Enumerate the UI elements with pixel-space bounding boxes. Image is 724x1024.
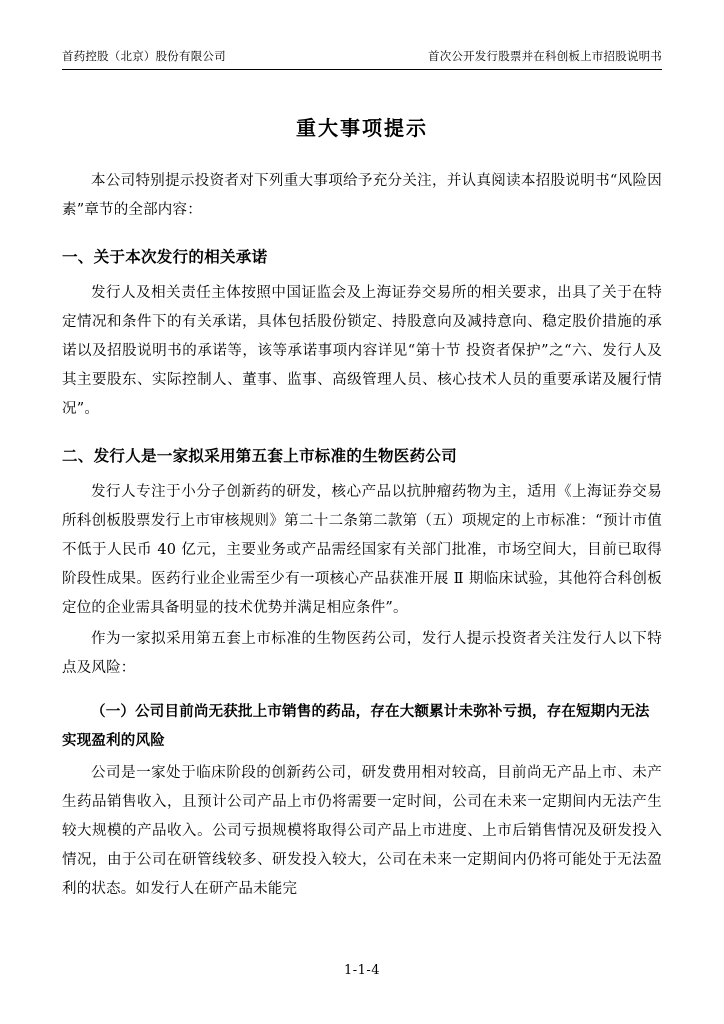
section-heading-1: 一、关于本次发行的相关承诺 <box>62 247 268 267</box>
section-heading-2: 二、发行人是一家拟采用第五套上市标准的生物医药公司 <box>62 445 458 465</box>
subsection-2-1-paragraph-1: 公司是一家处于临床阶段的创新药公司，研发费用相对较高，目前尚无产品上市、未产生药品销售收入，且预计公司产品上市仍将需要一定时间，公司在未来一定期间内无法产生较大规模的产品收入。公司亏损规模将取得公司产品上市进度、上市后销售情况及研发投入情况，由于公司在研管线较多、研发投入较大，公司在未来一定期间内仍将可能处于无法盈利的状态。如发行人在研产品未能完 <box>62 764 662 897</box>
page-footer <box>0 963 724 978</box>
page-title: 重大事项提示 <box>296 116 428 141</box>
section-2-paragraph-1: 发行人专注于小分子创新药的研发，核心产品以抗肿瘤药物为主，适用《上海证券交易所科创板股票发行上市审核规则》第二十二条第二款第（五）项规定的上市标准：“预计市值不低于人民币 40 亿元，主要业务或产品需经国家有关部门批准，市场空间大，目前已取得阶段性成果。医药行业企业需至少有一项核心产品获准开展 Ⅱ 期临床试验，其他符合科创板定位的企业需具备明显的技术优势并满足相应条件”。 <box>62 483 662 616</box>
subsection-heading-2-1: （一）公司目前尚无获批上市销售的药品，存在大额累计未弥补亏损，存在短期内无法实现盈利的风险 <box>62 702 650 749</box>
section-1-paragraph-1: 发行人及相关责任主体按照中国证监会及上海证券交易所的相关要求，出具了关于在特定情况和条件下的有关承诺，具体包括股份锁定、持股意向及减持意向、稳定股价措施的承诺以及招股说明书的承诺等，该等承诺事项内容详见“第十节 投资者保护”之“六、发行人及其主要股东、实际控制人、董事、监事、高级管理人员、核心技术人员的重要承诺及履行情况”。 <box>62 284 662 417</box>
header-document-name: 首次公开发行股票并在科创板上市招股说明书 <box>428 49 662 63</box>
intro-paragraph: 本公司特别提示投资者对下列重大事项给予充分关注，并认真阅读本招股说明书“风险因素”章节的全部内容： <box>62 173 662 219</box>
section-2-paragraph-2: 作为一家拟采用第五套上市标准的生物医药公司，发行人提示投资者关注发行人以下特点及风险： <box>62 630 662 676</box>
page-number: 1-1-4 <box>343 963 381 978</box>
page-header <box>62 48 662 70</box>
header-company-name: 首药控股（北京）股份有限公司 <box>62 49 226 63</box>
